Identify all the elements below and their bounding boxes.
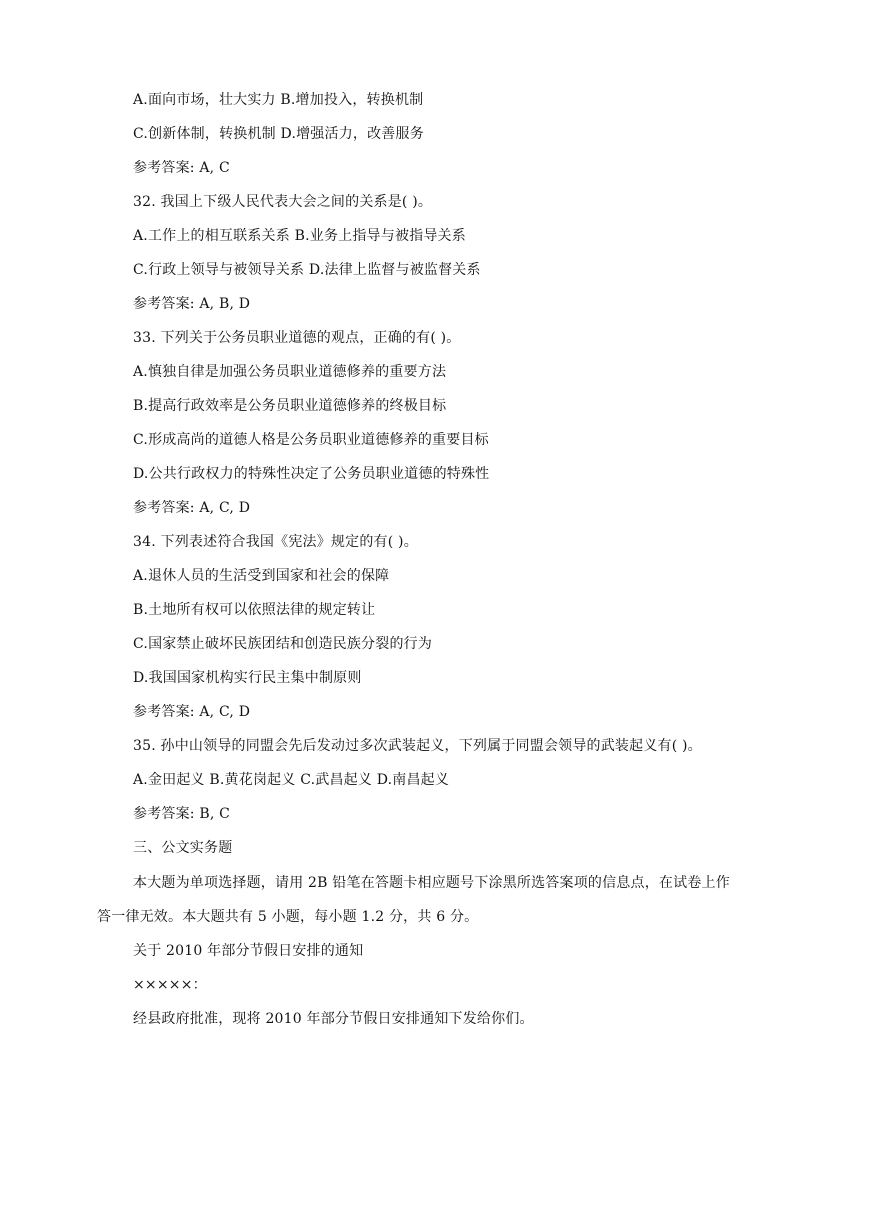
option-q33-d: D.公共行政权力的特殊性决定了公务员职业道德的特殊性 xyxy=(133,466,490,482)
section-heading: 三、公文实务题 xyxy=(133,840,233,856)
answer-q34: 参考答案: A, C, D xyxy=(133,704,251,720)
answer-q31: 参考答案: A, C xyxy=(133,160,230,176)
option-line-q35: A.金田起义 B.黄花岗起义 C.武昌起义 D.南昌起义 xyxy=(133,772,450,788)
question-34: 34. 下列表述符合我国《宪法》规定的有( )。 xyxy=(133,534,418,550)
option-q34-b: B.土地所有权可以依照法律的规定转让 xyxy=(133,602,376,618)
option-line-q31-cd: C.创新体制，转换机制 D.增强活力，改善服务 xyxy=(133,126,424,142)
option-line-q31-ab: A.面向市场，壮大实力 B.增加投入，转换机制 xyxy=(133,92,424,108)
question-32: 32. 我国上下级人民代表大会之间的关系是( )。 xyxy=(133,194,433,210)
answer-q35: 参考答案: B, C xyxy=(133,806,231,822)
option-line-q32-cd: C.行政上领导与被领导关系 D.法律上监督与被监督关系 xyxy=(133,262,481,278)
option-q34-a: A.退休人员的生活受到国家和社会的保障 xyxy=(133,568,390,584)
option-q34-d: D.我国国家机构实行民主集中制原则 xyxy=(133,670,362,686)
option-line-q32-ab: A.工作上的相互联系关系 B.业务上指导与被指导关系 xyxy=(133,228,466,244)
answer-q33: 参考答案: A, C, D xyxy=(133,500,251,516)
option-q33-a: A.慎独自律是加强公务员职业道德修养的重要方法 xyxy=(133,364,447,380)
notice-title: 关于 2010 年部分节假日安排的通知 xyxy=(133,943,364,959)
answer-q32: 参考答案: A, B, D xyxy=(133,296,251,312)
question-35: 35. 孙中山领导的同盟会先后发动过多次武装起义，下列属于同盟会领导的武装起义有( )。 xyxy=(133,738,702,754)
option-q33-c: C.形成高尚的道德人格是公务员职业道德修养的重要目标 xyxy=(133,432,489,448)
notice-body: 经县政府批准，现将 2010 年部分节假日安排通知下发给你们。 xyxy=(133,1011,534,1027)
notice-salutation: ×××××： xyxy=(133,977,207,993)
option-q33-b: B.提高行政效率是公务员职业道德修养的终极目标 xyxy=(133,398,447,414)
question-33: 33. 下列关于公务员职业道德的观点，正确的有( )。 xyxy=(133,330,461,346)
instruction-line-1: 本大题为单项选择题，请用 2B 铅笔在答题卡相应题号下涂黑所选答案项的信息点，在试卷上作 xyxy=(133,875,730,891)
option-q34-c: C.国家禁止破坏民族团结和创造民族分裂的行为 xyxy=(133,636,433,652)
instruction-line-2: 答一律无效。本大题共有 5 小题，每小题 1.2 分，共 6 分。 xyxy=(97,909,479,925)
